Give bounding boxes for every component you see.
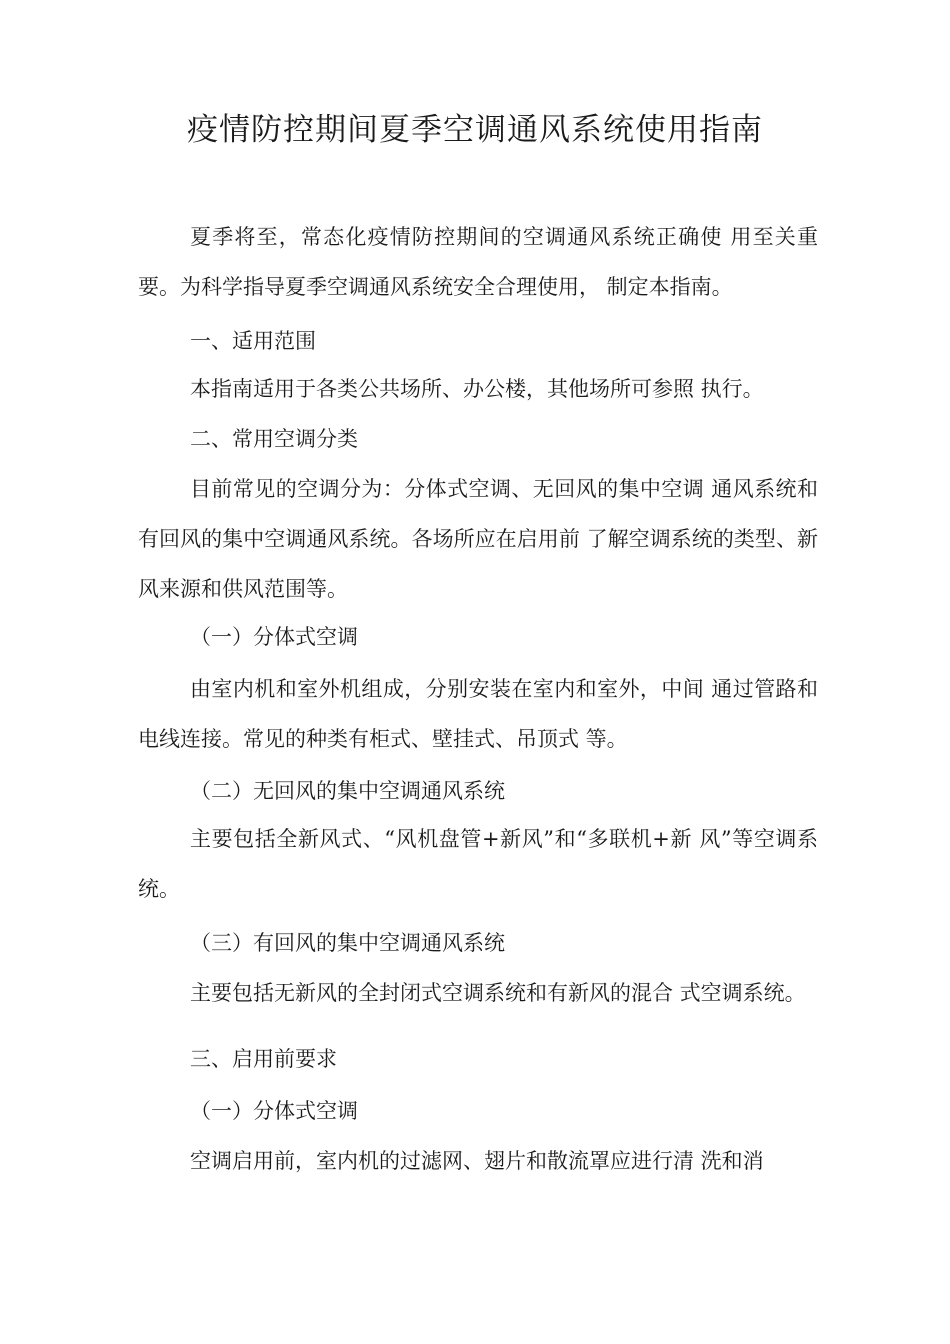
section-1-heading: 一、适用范围 bbox=[190, 329, 316, 353]
subsection-2-text: 主要包括全新风式、“风机盘管+新风”和“多联机+新 风”等空调系统。 bbox=[138, 827, 818, 901]
intro-paragraph: 夏季将至，常态化疫情防控期间的空调通风系统正确使 用至关重要。为科学指导夏季空调通风系统安全合理使用， 制定本指南。 bbox=[138, 225, 818, 299]
section-3-subsection-1-heading: （一）分体式空调 bbox=[190, 1099, 358, 1123]
section-1-text: 本指南适用于各类公共场所、办公楼，其他场所可参照 执行。 bbox=[190, 377, 764, 401]
subsection-3-heading: （三）有回风的集中空调通风系统 bbox=[190, 931, 505, 955]
section-3-subsection-1-text: 空调启用前，室内机的过滤网、翅片和散流罩应进行清 洗和消 bbox=[190, 1149, 764, 1173]
section-3-heading: 三、启用前要求 bbox=[190, 1047, 337, 1071]
subsection-2-heading: （二）无回风的集中空调通风系统 bbox=[190, 779, 505, 803]
subsection-1-heading: （一）分体式空调 bbox=[190, 625, 358, 649]
section-2-text: 目前常见的空调分为：分体式空调、无回风的集中空调 通风系统和有回风的集中空调通风系统。各场所应在启用前 了解空调系统的类型、新风来源和供风范围等。 bbox=[138, 477, 818, 601]
subsection-1-text: 由室内机和室外机组成，分别安装在室内和室外，中间 通过管路和电线连接。常见的种类有柜式、壁挂式、吊顶式 等。 bbox=[138, 677, 818, 751]
document-title: 疫情防控期间夏季空调通风系统使用指南 bbox=[187, 112, 763, 148]
section-2-heading: 二、常用空调分类 bbox=[190, 427, 358, 451]
subsection-3-text: 主要包括无新风的全封闭式空调系统和有新风的混合 式空调系统。 bbox=[190, 981, 806, 1005]
